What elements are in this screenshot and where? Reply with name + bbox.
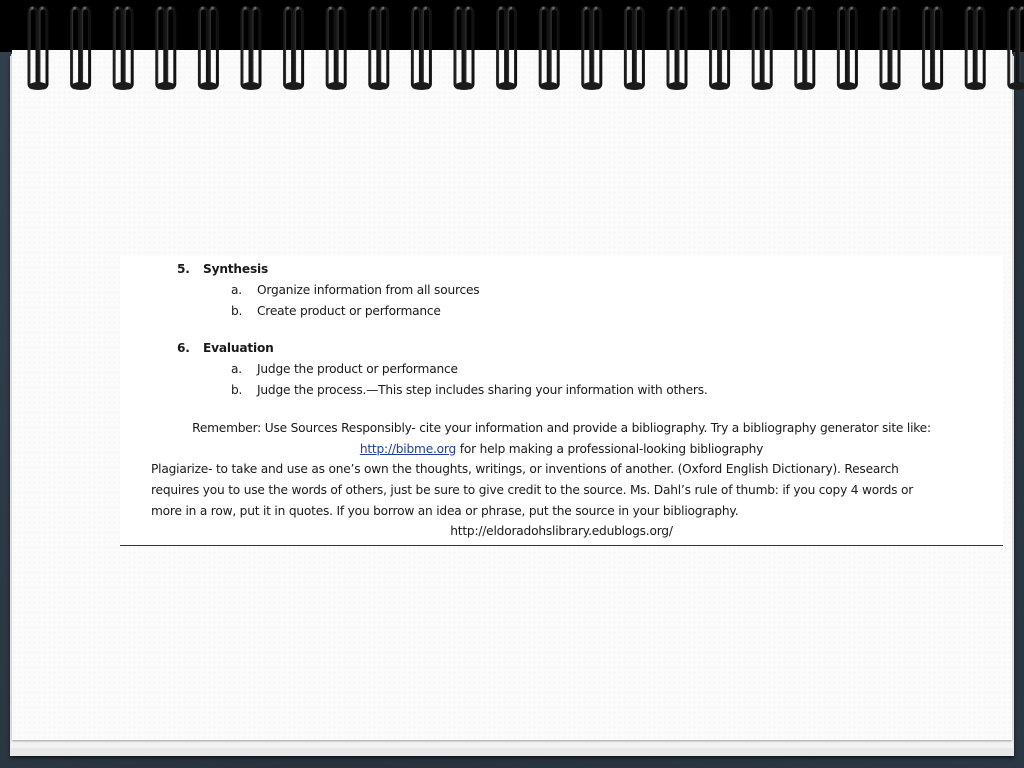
list-marker: a.	[231, 283, 242, 297]
bibme-link-suffix: for help making a professional-looking bibliography	[456, 442, 764, 456]
binding-ring	[796, 8, 804, 88]
binding-ring	[242, 8, 250, 88]
binding-ring	[327, 8, 335, 88]
binding-ring	[550, 8, 558, 88]
binding-ring	[668, 8, 676, 88]
binding-ring	[924, 8, 932, 88]
binding-hole	[114, 82, 132, 90]
binding-ring	[583, 8, 591, 88]
binding-ring	[465, 8, 473, 88]
binding-hole	[455, 82, 473, 90]
binding-ring	[39, 8, 47, 88]
binding-ring	[625, 8, 633, 88]
binding-ring	[753, 8, 761, 88]
binding-ring	[881, 8, 889, 88]
binding-hole	[540, 82, 558, 90]
binding-ring	[966, 8, 974, 88]
binding-ring	[412, 8, 420, 88]
binding-hole	[242, 82, 260, 90]
binding-ring	[157, 8, 165, 88]
binding-ring	[593, 8, 601, 88]
document-excerpt	[120, 256, 1003, 546]
binding-hole	[924, 82, 942, 90]
binding-hole	[966, 82, 984, 90]
binding-ring	[1009, 8, 1017, 88]
binding-ring	[678, 8, 686, 88]
binding-hole	[285, 82, 303, 90]
bibme-link[interactable]: http://bibme.org	[359, 442, 457, 456]
binding-ring	[380, 8, 388, 88]
binding-ring	[82, 8, 90, 88]
binding-ring	[540, 8, 548, 88]
binding-hole	[838, 82, 856, 90]
list-item: Create product or performance	[257, 304, 441, 318]
binding-ring	[455, 8, 463, 88]
binding-hole	[412, 82, 430, 90]
binding-hole	[498, 82, 516, 90]
section-number: 6.	[177, 341, 190, 355]
binding-ring	[891, 8, 899, 88]
binding-ring	[838, 8, 846, 88]
binding-hole	[583, 82, 601, 90]
binding-ring	[252, 8, 260, 88]
binding-ring	[711, 8, 719, 88]
binding-ring	[721, 8, 729, 88]
bibme-line	[120, 442, 1003, 456]
binding-ring	[295, 8, 303, 88]
binding-ring	[199, 8, 207, 88]
binding-ring	[167, 8, 175, 88]
section-synthesis	[177, 262, 190, 276]
binding-hole	[370, 82, 388, 90]
plagiarize-line-1: Plagiarize- to take and use as one’s own the thoughts, writings, or inventions of another. (Oxford English Dictionary). Research	[151, 462, 899, 476]
binding-ring	[124, 8, 132, 88]
binding-ring	[29, 8, 37, 88]
binding-hole	[796, 82, 814, 90]
list-item: Judge the process.—This step includes sharing your information with others.	[257, 383, 708, 397]
binding-ring	[635, 8, 643, 88]
binding-hole	[157, 82, 175, 90]
binding-hole	[625, 82, 643, 90]
plagiarize-line-3: more in a row, put it in quotes. If you borrow an idea or phrase, put the source in your bibliography.	[151, 504, 739, 518]
binding-ring	[114, 8, 122, 88]
binding-ring	[508, 8, 516, 88]
binding-hole	[881, 82, 899, 90]
binding-ring	[209, 8, 217, 88]
binding-ring	[934, 8, 942, 88]
binding-ring	[763, 8, 771, 88]
section-title: Synthesis	[203, 262, 269, 276]
list-marker: b.	[231, 304, 243, 318]
binding-hole	[711, 82, 729, 90]
binding-ring	[422, 8, 430, 88]
source-url: http://eldoradohslibrary.edublogs.org/	[450, 524, 673, 538]
binding-ring	[848, 8, 856, 88]
binding-ring	[285, 8, 293, 88]
list-marker: b.	[231, 383, 243, 397]
plagiarize-line-2: requires you to use the words of others, just be sure to give credit to the source. Ms. Dahl’s rule of thumb: if you copy 4 words or	[151, 483, 914, 497]
list-item: Organize information from all sources	[257, 283, 480, 297]
binding-ring	[806, 8, 814, 88]
binding-hole	[29, 82, 47, 90]
binding-hole	[668, 82, 686, 90]
binding-hole	[753, 82, 771, 90]
spiral-binding	[0, 0, 1024, 100]
remember-text: Remember: Use Sources Responsibly- cite your information and provide a bibliography. Try a bibliography generator site like:	[192, 421, 931, 435]
binding-ring	[1019, 8, 1024, 88]
binding-ring	[976, 8, 984, 88]
list-marker: a.	[231, 362, 242, 376]
binding-hole	[72, 82, 90, 90]
binding-ring	[72, 8, 80, 88]
section-number: 5.	[177, 262, 190, 276]
binding-ring	[370, 8, 378, 88]
binding-hole	[327, 82, 345, 90]
section-title: Evaluation	[203, 341, 274, 355]
list-item: Judge the product or performance	[257, 362, 458, 376]
binding-ring	[337, 8, 345, 88]
binding-hole	[199, 82, 217, 90]
binding-ring	[498, 8, 506, 88]
